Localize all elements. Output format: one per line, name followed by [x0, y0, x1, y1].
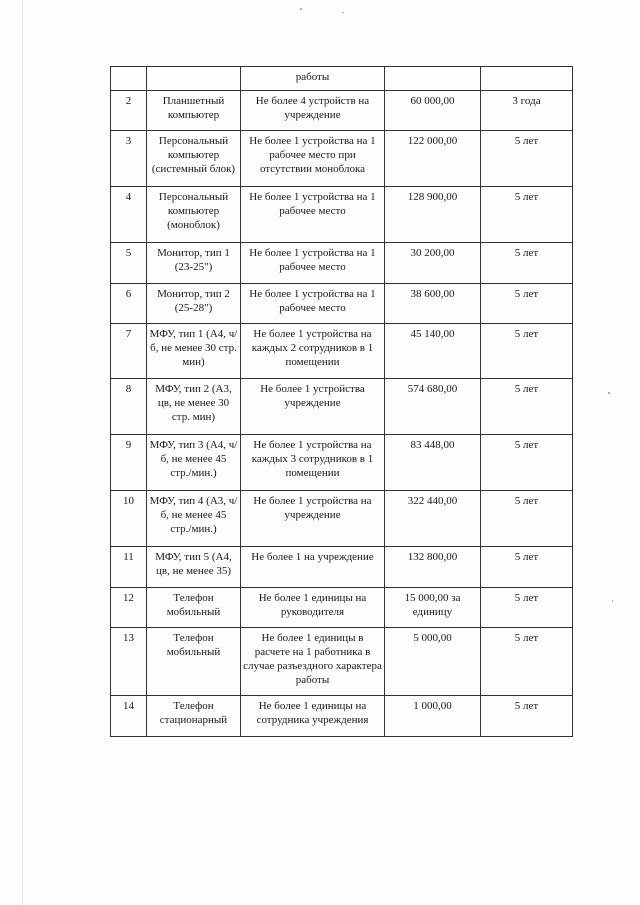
table-row — [111, 324, 573, 379]
cell-num — [111, 67, 147, 91]
scan-speck — [342, 12, 344, 13]
cell-name: МФУ, тип 1 (А4, ч/б, не менее 30 стр. мин) — [147, 324, 241, 379]
cell-norm: Не более 1 устройства на 1 рабочее место — [241, 284, 385, 324]
cell-price: 574 680,00 — [385, 379, 481, 435]
cell-num: 14 — [111, 696, 147, 737]
cell-norm: Не более 4 устройств на учреждение — [241, 91, 385, 131]
table-row — [111, 187, 573, 243]
cell-term: 5 лет — [481, 491, 573, 547]
equipment-norms-table — [110, 66, 573, 737]
cell-num: 5 — [111, 243, 147, 284]
cell-norm: Не более 1 устройства на 1 рабочее место — [241, 187, 385, 243]
cell-num: 10 — [111, 491, 147, 547]
cell-num: 8 — [111, 379, 147, 435]
cell-num: 9 — [111, 435, 147, 491]
table-row — [111, 379, 573, 435]
table-row — [111, 588, 573, 628]
cell-name: Телефон мобильный — [147, 588, 241, 628]
cell-price: 132 800,00 — [385, 547, 481, 588]
scan-speck — [300, 8, 302, 10]
cell-name: МФУ, тип 2 (А3, цв, не менее 30 стр. мин) — [147, 379, 241, 435]
cell-price: 45 140,00 — [385, 324, 481, 379]
cell-term: 5 лет — [481, 243, 573, 284]
cell-term: 5 лет — [481, 324, 573, 379]
scan-speck — [608, 392, 610, 394]
cell-norm: Не более 1 устройства на каждых 3 сотрудников в 1 помещении — [241, 435, 385, 491]
scan-speck — [612, 600, 613, 602]
cell-norm: Не более 1 единицы на сотрудника учреждения — [241, 696, 385, 737]
cell-price: 30 200,00 — [385, 243, 481, 284]
cell-norm: Не более 1 устройства учреждение — [241, 379, 385, 435]
cell-price — [385, 67, 481, 91]
cell-name: Телефон мобильный — [147, 628, 241, 696]
cell-name: МФУ, тип 5 (А4, цв, не менее 35) — [147, 547, 241, 588]
cell-term: 5 лет — [481, 284, 573, 324]
cell-norm: Не более 1 устройства на учреждение — [241, 491, 385, 547]
cell-term: 5 лет — [481, 187, 573, 243]
cell-price: 5 000,00 — [385, 628, 481, 696]
cell-name: Персональный компьютер (системный блок) — [147, 131, 241, 187]
cell-term: 5 лет — [481, 379, 573, 435]
cell-num: 2 — [111, 91, 147, 131]
cell-name: Планшетный компьютер — [147, 91, 241, 131]
cell-num: 7 — [111, 324, 147, 379]
cell-norm: работы — [241, 67, 385, 91]
cell-norm: Не более 1 устройства на 1 рабочее место — [241, 243, 385, 284]
cell-name: МФУ, тип 4 (А3, ч/б, не менее 45 стр./мин.) — [147, 491, 241, 547]
table-row — [111, 131, 573, 187]
cell-term: 5 лет — [481, 547, 573, 588]
cell-name: Монитор, тип 1 (23-25") — [147, 243, 241, 284]
cell-norm: Не более 1 на учреждение — [241, 547, 385, 588]
table-row — [111, 628, 573, 696]
table-row — [111, 243, 573, 284]
table-row — [111, 284, 573, 324]
cell-price: 122 000,00 — [385, 131, 481, 187]
table-row-continuation — [111, 67, 573, 91]
cell-name: МФУ, тип 3 (А4, ч/б, не менее 45 стр./мин.) — [147, 435, 241, 491]
scan-edge-left — [22, 0, 23, 905]
table-row — [111, 491, 573, 547]
cell-name: Персональный компьютер (моноблок) — [147, 187, 241, 243]
cell-name: Телефон стационарный — [147, 696, 241, 737]
cell-name: Монитор, тип 2 (25-28") — [147, 284, 241, 324]
cell-price: 322 440,00 — [385, 491, 481, 547]
cell-norm: Не более 1 единицы на руководителя — [241, 588, 385, 628]
table-row — [111, 547, 573, 588]
cell-num: 13 — [111, 628, 147, 696]
cell-num: 4 — [111, 187, 147, 243]
cell-price: 38 600,00 — [385, 284, 481, 324]
cell-term: 5 лет — [481, 628, 573, 696]
cell-num: 6 — [111, 284, 147, 324]
cell-price: 1 000,00 — [385, 696, 481, 737]
cell-num: 11 — [111, 547, 147, 588]
cell-term: 5 лет — [481, 435, 573, 491]
cell-term: 5 лет — [481, 696, 573, 737]
cell-norm: Не более 1 единицы в расчете на 1 работника в случае разъездного характера работы — [241, 628, 385, 696]
table-row — [111, 91, 573, 131]
cell-name — [147, 67, 241, 91]
cell-term — [481, 67, 573, 91]
cell-price: 128 900,00 — [385, 187, 481, 243]
cell-term: 5 лет — [481, 588, 573, 628]
cell-term: 3 года — [481, 91, 573, 131]
cell-price: 15 000,00 за единицу — [385, 588, 481, 628]
cell-num: 3 — [111, 131, 147, 187]
cell-num: 12 — [111, 588, 147, 628]
table-row — [111, 696, 573, 737]
cell-price: 60 000,00 — [385, 91, 481, 131]
cell-term: 5 лет — [481, 131, 573, 187]
cell-norm: Не более 1 устройства на каждых 2 сотрудников в 1 помещении — [241, 324, 385, 379]
cell-price: 83 448,00 — [385, 435, 481, 491]
table-row — [111, 435, 573, 491]
cell-norm: Не более 1 устройства на 1 рабочее место при отсутствии моноблока — [241, 131, 385, 187]
